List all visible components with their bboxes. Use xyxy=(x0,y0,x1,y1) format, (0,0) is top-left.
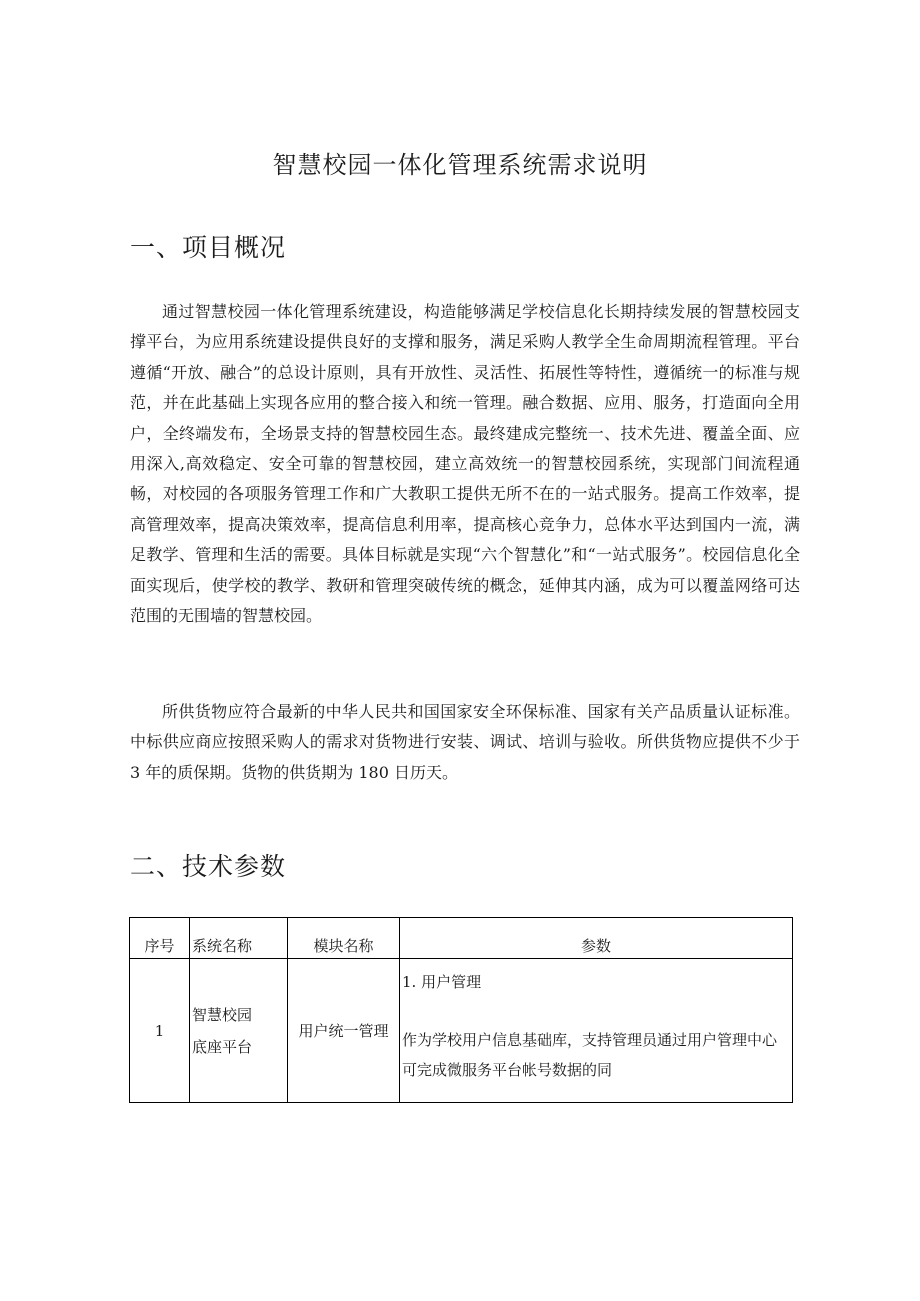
system-name-line-1: 智慧校园 xyxy=(192,1005,253,1024)
row-system-name xyxy=(190,959,288,1103)
overview-paragraph-2: 所供货物应符合最新的中华人民共和国国家安全环保标准、国家有关产品质量认证标准。中标供应商应按照采购人的需求对货物进行安装、调试、培训与验收。所供货物应提供不少于 3 年的质保期。货物的供货期为 180 日历天。 xyxy=(130,702,800,782)
table-header-row xyxy=(130,918,793,959)
section-heading-tech-params: 二、技术参数 xyxy=(130,852,287,881)
param-item-title: 1. 用户管理 xyxy=(402,973,482,991)
header-params: 参数 xyxy=(400,918,793,959)
table-row xyxy=(130,959,793,1103)
document-title: 智慧校园一体化管理系统需求说明 xyxy=(272,151,648,179)
row-no: 1 xyxy=(130,959,190,1103)
system-name-line-2: 底座平台 xyxy=(192,1037,253,1056)
overview-paragraph-1: 通过智慧校园一体化管理系统建设，构造能够满足学校信息化长期持续发展的智慧校园支撑平台，为应用系统建设提供良好的支撑和服务，满足采购人教学全生命周期流程管理。平台遵循“开放、融合”的总设计原则，具有开放性、灵活性、拓展性等特性，遵循统一的标准与规范，并在此基础上实现各应用的整合接入和统一管理。融合数据、应用、服务，打造面向全用户，全终端发布，全场景支持的智慧校园生态。最终建成完整统一、技术先进、覆盖全面、应用深入,高效稳定、安全可靠的智慧校园，建立高效统一的智慧校园系统，实现部门间流程通畅，对校园的各项服务管理工作和广大教职工提供无所不在的一站式服务。提高工作效率，提高管理效率，提高决策效率，提高信息利用率，提高核心竞争力，总体水平达到国内一流，满足教学、管理和生活的需要。具体目标就是实现“六个智慧化”和“一站式服务”。校园信息化全面实现后，使学校的教学、教研和管理突破传统的概念，延伸其内涵，成为可以覆盖网络可达范围的无围墙的智慧校园。 xyxy=(130,302,800,626)
row-params xyxy=(400,959,793,1103)
header-no: 序号 xyxy=(130,918,190,959)
header-system-name: 系统名称 xyxy=(190,918,288,959)
header-module-name: 模块名称 xyxy=(288,918,400,959)
section-heading-overview: 一、项目概况 xyxy=(130,233,287,262)
row-module-name: 用户统一管理 xyxy=(288,959,400,1103)
param-description: 作为学校用户信息基础库，支持管理员通过用户管理中心可完成微服务平台帐号数据的同 xyxy=(402,1031,778,1079)
tech-params-table xyxy=(129,917,793,1103)
